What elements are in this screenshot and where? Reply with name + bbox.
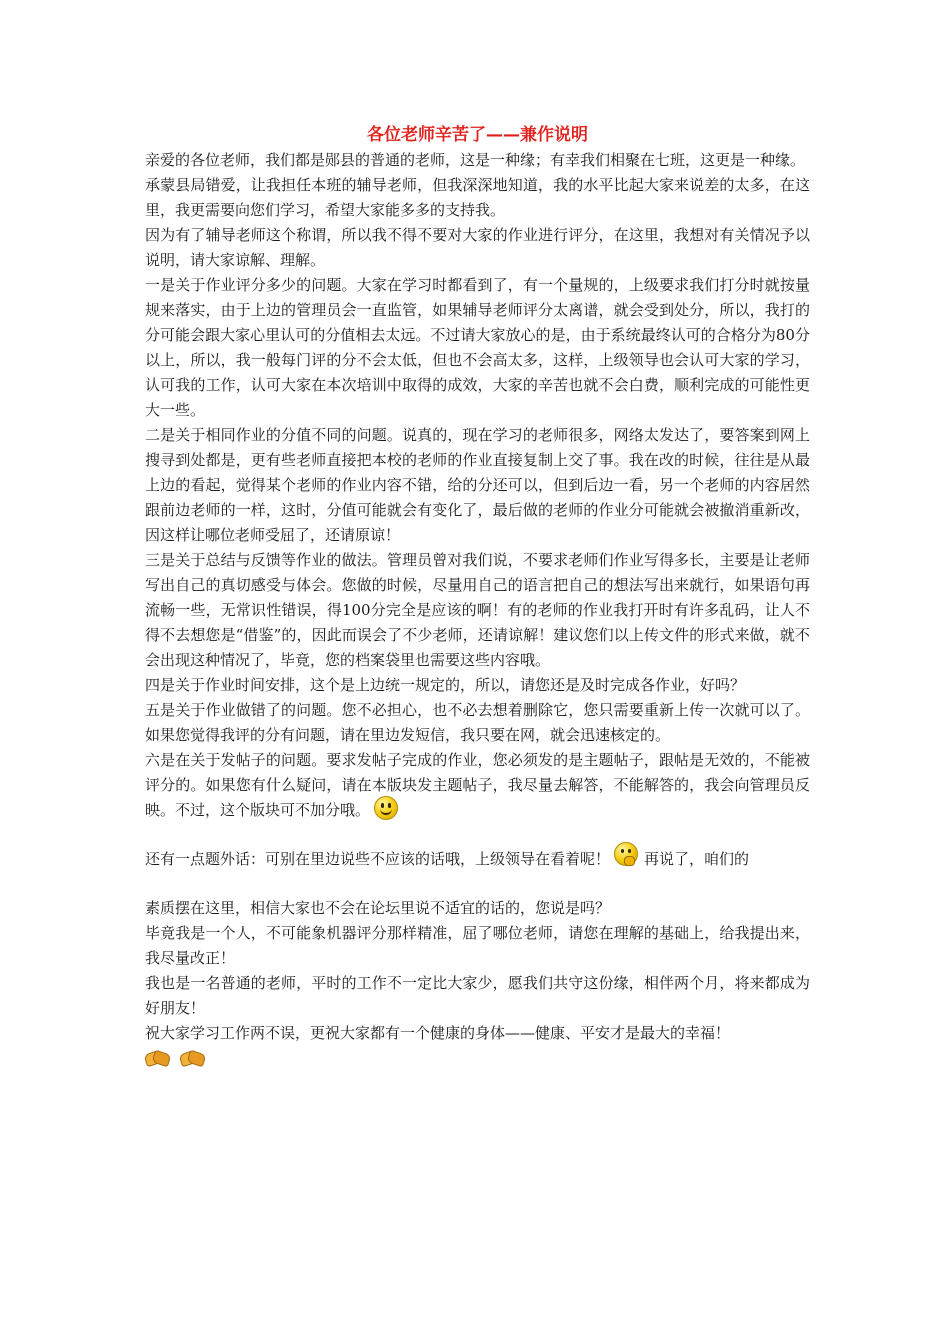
paragraph-aside-continued: 素质摆在这里，相信大家也不会在论坛里说不适宜的话的，您说是吗？ [145,899,611,917]
paragraph-greeting: 亲爱的各位老师，我们都是郧县的普通的老师，这是一种缘；有幸我们相聚在七班，这更是一种缘。 [145,151,806,169]
paragraph-spacer-2 [145,872,810,896]
paragraph-spacer [145,823,810,847]
paragraph-friendship: 我也是一名普通的老师，平时的工作不一定比大家少，愿我们共守这份缘，相伴两个月，将来都成为好朋友！ [145,974,810,1017]
paragraph-point-five: 五是关于作业做错了的问题。您不必担心，也不必去想着删除它，您只需要重新上传一次就可以了。如果您觉得我评的分有问题，请在里边发短信，我只要在网，就会迅速核定的。 [145,701,810,744]
paragraph-point-two: 二是关于相同作业的分值不同的问题。说真的，现在学习的老师很多，网络太发达了，要答案到网上搜寻到处都是，更有些老师直接把本校的老师的作业直接复制上交了事。我在改的时候，往往是从最上边的看起，觉得某个老师的作业内容不错，给的分还可以，但到后边一看，另一个老师的内容居然跟前边老师的一样，这时，分值可能就会有变化了，最后做的老师的作业分可能就会被撤消重新改，因这样让哪位老师受屈了，还请原谅！ [145,426,810,544]
paragraph-point-six [145,748,810,823]
paragraph-point-three: 三是关于总结与反馈等作业的做法。管理员曾对我们说，不要求老师们作业写得多长，主要是让老师写出自己的真切感受与体会。您做的时候，尽量用自己的语言把自己的想法写出来就行，如果语句再流畅一些，无常识性错误，得100分完全是应该的啊！有的老师的作业我打开时有许多乱码，让人不得不去想您是“借鉴”的，因此而误会了不少老师，还请谅解！建议您们以上传文件的形式来做，就不会出现这种情况了，毕竟，您的档案袋里也需要这些内容哦。 [145,551,810,669]
thinking-icon [614,842,638,866]
paragraph-closing-wish: 祝大家学习工作两不误，更祝大家都有一个健康的身体——健康、平安才是最大的幸福！ [145,1024,731,1042]
handshake-icon [145,1048,169,1066]
smiley-icon [374,796,398,820]
document-title: 各位老师辛苦了——兼作说明 [367,125,588,145]
paragraph-point-six-text: 六是在关于发帖子的问题。要求发帖子完成的作业，您必须发的是主题帖子，跟帖是无效的，不能被评分的。如果您有什么疑问，请在本版块发主题帖子，我尽量去解答，不能解答的，我会向管理员反映。不过，这个版块可不加分哦。 [145,751,810,819]
handshake-icon [180,1048,204,1066]
paragraph-aside-text-end: 再说了，咱们的 [644,850,750,868]
paragraph-point-four: 四是关于作业时间安排，这个是上边统一规定的，所以，请您还是及时完成各作业，好吗？ [145,676,746,694]
paragraph-point-one: 一是关于作业评分多少的问题。大家在学习时都看到了，有一个量规的，上级要求我们打分时就按量规来落实，由于上边的管理员会一直监管，如果辅导老师评分太离谱，就会受到处分，所以，我打的分可能会跟大家心里认可的分值相去太远。不过请大家放心的是，由于系统最终认可的合格分为80分以上，所以，我一般每门评的分不会太低，但也不会高太多，这样，上级领导也会认可大家的学习，认可我的工作，认可大家在本次培训中取得的成效，大家的辛苦也就不会白费，顺利完成的可能性更大一些。 [145,276,810,419]
paragraph-aside [145,847,810,872]
paragraph-purpose: 因为有了辅导老师这个称谓，所以我不得不要对大家的作业进行评分，在这里，我想对有关情况予以说明，请大家谅解、理解。 [145,226,810,269]
paragraph-introduction: 承蒙县局错爱，让我担任本班的辅导老师，但我深深地知道，我的水平比起大家来说差的太多，在这里，我更需要向您们学习，希望大家能多多的支持我。 [145,176,810,219]
handshake-icons [145,1048,810,1074]
paragraph-apology: 毕竟我是一个人，不可能象机器评分那样精准，屈了哪位老师，请您在理解的基础上，给我提出来，我尽量改正！ [145,924,810,967]
document-page [145,124,810,1074]
paragraph-aside-text-start: 还有一点题外话：可别在里边说些不应该的话哦，上级领导在看着呢！ [145,850,611,868]
